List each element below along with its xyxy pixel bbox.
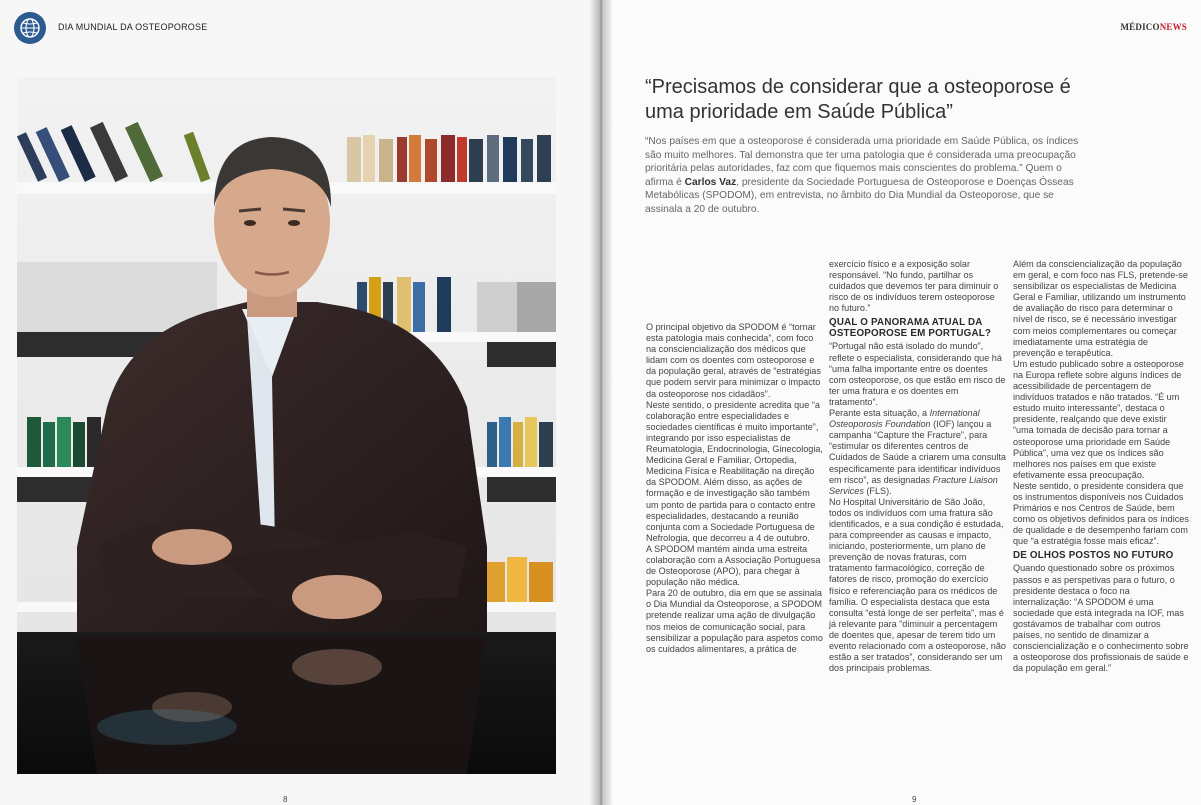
- article-column-1: [646, 322, 824, 655]
- paragraph: Neste sentido, o presidente considera que os instrumentos disponíveis nos Cuidados Primários e nos Centros de Saúde, bem como os objetivos definidos para os índices de qualidade e de desempenho fariam com que “a estratégia fosse mais eficaz”.: [1013, 480, 1189, 547]
- publication-logo: MÉDICONEWS: [1120, 22, 1187, 32]
- left-page: [0, 0, 598, 805]
- section-title: DIA MUNDIAL DA OSTEOPOROSE: [58, 22, 208, 32]
- paragraph: “Portugal não está isolado do mundo”, reflete o especialista, considerando que há “uma falha importante entre os doentes com osteoporose, os que estão em risco de ter uma fratura e os doentes em tratamento”.: [829, 341, 1006, 407]
- page-number: 8: [283, 795, 288, 804]
- page-number: 9: [912, 795, 917, 804]
- article-headline: “Precisamos de considerar que a osteoporose é uma prioridade em Saúde Pública”: [645, 76, 1071, 123]
- paragraph: Quando questionado sobre os próximos passos e as perspetivas para o futuro, o presidente destaca o foco na internalização: “A SPODOM é uma sociedade que está integrada na IOF, mas gostávamos de trabalhar com outros países, no sentido de dinamizar a consciencialização e o conhecimento sobre a osteoporose dos profissionais de saúde e da população em geral.”: [1013, 563, 1189, 674]
- paragraph: Para 20 de outubro, dia em que se assinala o Dia Mundial da Osteoporose, a SPODOM pretende realizar uma ação de divulgação nos meios de comunicação social, para sensibilizar a população para aspetos como os cuidados alimentares, a prática de: [646, 588, 823, 654]
- article-column-2: [829, 259, 1007, 674]
- portrait-photo: [17, 77, 556, 774]
- paragraph: A SPODOM mantém ainda uma estreita colaboração com a Associação Portuguesa de Osteoporose (APO), para chegar à população não médica.: [646, 543, 821, 588]
- article-lead: “Nos países em que a osteoporose é considerada uma prioridade em Saúde Pública, os índices são muito melhores. Tal demonstra que ter uma patologia que é considerada uma preocupação prioritária pelas autoridades, faz com que fiquemos mais conscientes do problema.” Quem o afirma é Carlos Vaz, presidente da Sociedade Portuguesa de Osteoporose e Doenças Ósseas Metabólicas (SPODOM), em entrevista, no âmbito do Dia Mundial da Osteoporose, que se assinala a 20 de outubro.: [645, 136, 1079, 215]
- section-heading: QUAL O PANORAMA ATUAL DA OSTEOPOROSE EM PORTUGAL?: [829, 317, 992, 340]
- paragraph: Um estudo publicado sobre a osteoporose na Europa reflete sobre alguns índices de acessibilidade de percentagem de indivíduos tratados e não tratados. “É um estudo muito interessante”, destaca o presidente, realçando que deve existir “uma tomada de decisão para tornar a osteoporose uma prioridade em Saúde Pública”, uma vez que os índices são melhores nos países em que existe efetivamente essa preocupação.: [1013, 358, 1184, 480]
- magazine-spine: [590, 0, 612, 805]
- globe-icon: [14, 12, 46, 44]
- article-column-3: [1013, 259, 1189, 674]
- section-heading: DE OLHOS POSTOS NO FUTURO: [1013, 550, 1174, 562]
- interviewee-name: Carlos Vaz: [684, 176, 737, 188]
- paragraph: exercício físico e a exposição solar responsável. “No fundo, partilhar os cuidados que devemos ter para diminuir o risco de os indivíduos terem osteoporose no futuro.”: [829, 259, 999, 314]
- paragraph: Além da consciencialização da população em geral, e com foco nas FLS, pretende-se sensibilizar os especialistas de Medicina Geral e Familiar, utilizando um instrumento de avaliação do risco para determinar o nível de risco, se é necessário investigar com meios complementares ou começar imediatamente uma estratégia de prevenção e terapêutica.: [1013, 259, 1188, 358]
- paragraph: Neste sentido, o presidente acredita que “a colaboração entre especialidades e sociedades científicas é muito importante”, integrando por isso especialistas de Reumatologia, Endocrinologia, Ginecologia, Medicina Geral e Familiar, Ortopedia, Medicina Física e Reabilitação na direção da SPODOM. Além disso, as ações de formação e de investigação são também um ponto de partida para o contacto entre especialidades, destacando a reunião conjunta com a Sociedade Portuguesa de Nefrologia, que decorreu a 4 de outubro.: [646, 399, 823, 543]
- paragraph: No Hospital Universitário de São João, todos os indivíduos com uma fratura são identificados, e a sua condição é estudada, para compreender as causas e impacto, iniciando, posteriormente, um plano de prevenção de novas fraturas, com tratamento farmacológico, correção de fatores de risco, promoção do exercício físico e referenciação para os médicos de família. O especialista destaca que esta consulta “está longe de ser perfeita”, mas é já relevante para “diminuir a percentagem de doentes que, apesar de terem tido um evento relacionado com a osteoporose, não estão a ser tratados”, considerando ser um dos principais problemas.: [829, 496, 1006, 674]
- paragraph: O principal objetivo da SPODOM é “tornar esta patologia mais conhecida”, com foco na consciencialização dos médicos que lidam com os doentes com osteoporose e da população geral, através de “estratégias que podem servir para minimizar o impacto da osteoporose nos cidadãos”.: [646, 322, 821, 399]
- paragraph: Perante esta situação, a International Osteoporosis Foundation (IOF) lançou a campanha “Capture the Fracture”, para “estimular os diferentes centros de Cuidados de Saúde a criarem uma consulta especificamente para identificar indivíduos em risco”, as designadas Fracture Liaison Services (FLS).: [829, 408, 1006, 496]
